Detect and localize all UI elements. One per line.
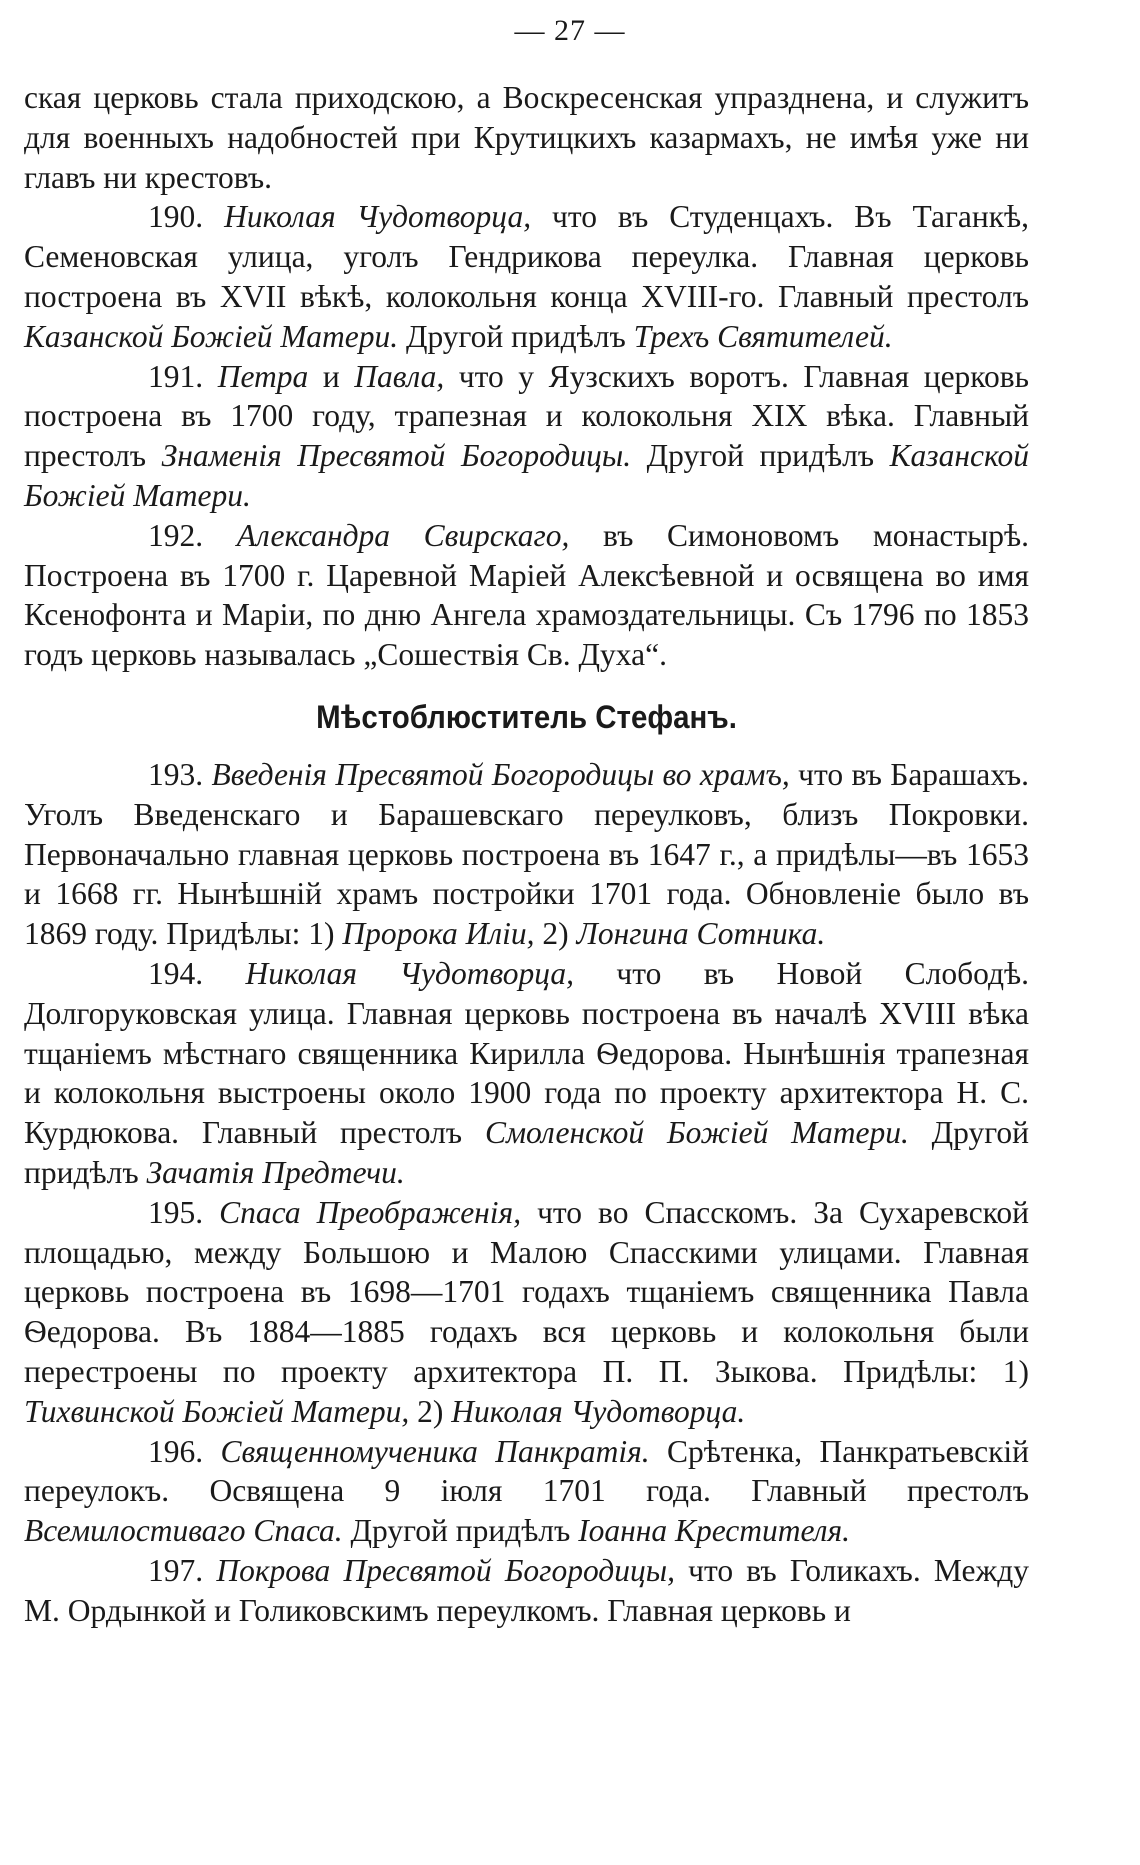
altar-name: Всемилостиваго Спаса. [24,1513,343,1549]
altar-name: Смоленской Божіей Матери. [484,1115,909,1151]
chapel-name: Зачатія Предтечи. [146,1154,405,1190]
church-name: Николая Чудотворца, [245,955,574,991]
page-body [24,78,1029,1630]
church-name: Покрова Пресвятой Богородицы, [216,1552,675,1588]
church-name: Введенія Пресвятой Богородицы во храмъ, [211,756,790,792]
church-name-2: Павла, [354,358,445,394]
chapel-name-2: Лонгина Сотника. [576,916,826,952]
entry-191: 191. Петра и Павла, что у Яузскихъ воротъ. Главная церковь построена въ 1700 году, трапезная и колокольня XIX вѣка. Главный престолъ Знаменія Пресвятой Богородицы. Другой придѣлъ Казанской Божіей Матери. [24,358,1029,513]
entry-195: 195. Спаса Преображенія, что во Спасскомъ. За Сухаревской площадью, между Большою и Малою Спасскими улицами. Главная церковь построена въ 1698—1701 годахъ тщаніемъ священника Павла Ѳедорова. Въ 1884—1885 годахъ вся церковь и колокольня были перестроены по проекту архитектора П. П. Зыкова. Придѣлы: 1) Тихвинской Божіей Матери, 2) Николая Чудотворца. [24,1194,1029,1429]
intro-paragraph: ская церковь стала приходскою, а Воскресенская упразднена, и служитъ для военныхъ надобностей при Крутицкихъ казармахъ, не имѣя уже ни главъ ни крестовъ. [24,80,1029,195]
entry-196: 196. Священномученика Панкратія. Срѣтенка, Панкратьевскій переулокъ. Освящена 9 іюля 1701 года. Главный престолъ Всемилостиваго Спаса. Другой придѣлъ Іоанна Крестителя. [24,1433,1030,1549]
chapel-name: Казанской Божіей Матери. [24,438,1029,513]
entry-194: 194. Николая Чудотворца, что въ Новой Слободѣ. Долгоруковская улица. Главная церковь построена въ началѣ XVIII вѣка тщаніемъ мѣстнаго священника Кирилла Ѳедорова. Нынѣшнія трапезная и колокольня выстроены около 1900 года по проекту архитектора Н. С. Курдюкова. Главный престолъ Смоленской Божіей Матери. Другой придѣлъ Зачатія Предтечи. [24,955,1029,1190]
church-name: Спаса Преображенія, [219,1194,522,1230]
entry-197: 197. Покрова Пресвятой Богородицы, что въ Голикахъ. Между М. Ордынкой и Голиковскимъ переулкомъ. Главная церковь и [24,1552,1030,1628]
altar-name: Казанской Божіей Матери. [24,318,399,354]
section-heading: Мѣстоблюститель Стефанъ. [316,698,737,735]
chapel-name: Пророка Иліи, [342,916,535,952]
chapel-name: Іоанна Крестителя. [578,1513,850,1549]
church-name: Николая Чудотворца, [224,199,532,235]
chapel-name-2: Николая Чудотворца. [451,1393,746,1429]
entry-192: 192. Александра Свирскаго, въ Симоновомъ монастырѣ. Построена въ 1700 г. Царевной Маріей Алексѣевной и освящена во имя Ксенофонта и Маріи, по дню Ангела храмоздательницы. Съ 1796 по 1853 годъ церковь называлась „Сошествія Св. Духа“. [24,517,1029,673]
church-name: Священномученика Панкратія. [220,1433,650,1469]
page-number: — 27 — [514,14,626,47]
altar-name: Знаменія Пресвятой Богородицы. [161,438,632,474]
entry-190: 190. Николая Чудотворца, что въ Студенцахъ. Въ Таганкѣ, Семеновская улица, уголъ Гендрикова переулка. Главная церковь построена въ XVII вѣкѣ, колокольня конца XVIII-го. Главный престолъ Казанской Божіей Матери. Другой придѣлъ Трехъ Святителей. [24,199,1030,354]
chapel-name: Трехъ Святителей. [633,318,893,354]
church-name: Александра Свирскаго, [236,517,570,553]
church-name: Петра [217,358,309,394]
chapel-name: Тихвинской Божіей Матери, [24,1393,410,1429]
entry-193: 193. Введенія Пресвятой Богородицы во храмъ, что въ Барашахъ. Уголъ Введенскаго и Барашевскаго переулковъ, близъ Покровки. Первоначально главная церковь построена въ 1647 г., а придѣлы—въ 1653 и 1668 гг. Нынѣшній храмъ постройки 1701 года. Обновленіе было въ 1869 году. Придѣлы: 1) Пророка Иліи, 2) Лонгина Сотника. [24,756,1029,952]
